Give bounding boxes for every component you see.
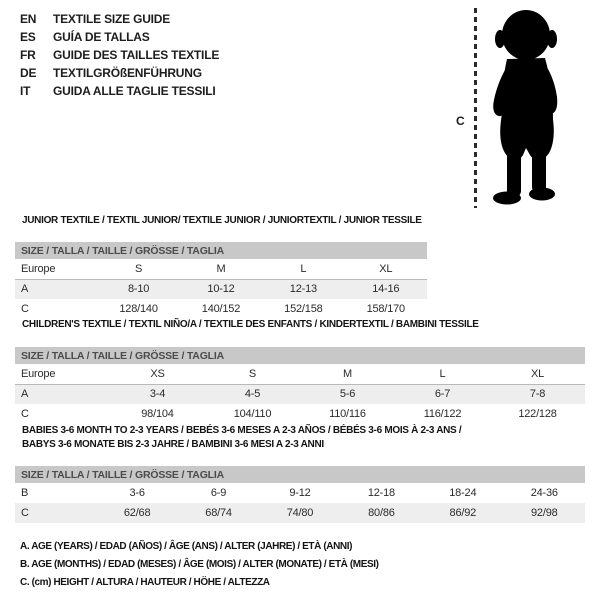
legend-note-b: B. AGE (MONTHS) / EDAD (MESES) / ÂGE (MOIS) / ALTER (MONATE) / ETÀ (MESI)	[20, 559, 379, 570]
table-header-bar	[15, 347, 585, 364]
size-cell: 24-36	[530, 487, 558, 499]
size-cell: S	[205, 364, 300, 384]
table-row-europe	[15, 364, 585, 384]
table-row-c	[15, 503, 585, 523]
row-label: B	[21, 487, 29, 499]
row-label: A	[15, 279, 97, 299]
size-section-1	[15, 214, 427, 319]
row-label: Europe	[15, 364, 110, 384]
language-row-en	[20, 10, 219, 28]
size-cell: XL	[345, 259, 427, 279]
language-title-list	[20, 10, 219, 100]
section-title	[22, 214, 427, 228]
size-cell: 8-10	[97, 279, 179, 299]
size-section-3	[15, 424, 585, 523]
size-cell: 10-12	[180, 279, 262, 299]
size-cell: 92/98	[504, 503, 585, 523]
section-title-line: CHILDREN'S TEXTILE / TEXTIL NIÑO/A / TEXTILE DES ENFANTS / KINDERTEXTIL / BAMBINI TESSILE	[22, 319, 479, 330]
size-cell: 18-24	[449, 487, 477, 499]
legend-note-a: A. AGE (YEARS) / EDAD (AÑOS) / ÂGE (ANS) / ALTER (JAHRE) / ETÀ (ANNI)	[20, 541, 353, 552]
size-cell: 9-12	[289, 487, 311, 499]
language-guide-title: GUIDE DES TAILLES TEXTILE	[53, 48, 220, 62]
row-label: C	[21, 303, 29, 315]
size-cell: 158/170	[366, 303, 405, 315]
size-cell: 74/80	[259, 503, 340, 523]
size-cell: 14-16	[345, 279, 427, 299]
size-cell: S	[97, 259, 179, 279]
language-code: EN	[20, 12, 37, 26]
section-title-line: BABYS 3-6 MONATE BIS 2-3 JAHRE / BAMBINI 3-6 MESI A 2-3 ANNI	[22, 439, 324, 450]
size-cell: 122/128	[518, 408, 557, 420]
table-row-c	[15, 404, 585, 424]
size-cell: 68/74	[178, 503, 259, 523]
table-header-bar	[15, 242, 427, 259]
language-code: FR	[20, 48, 36, 62]
size-cell: 98/104	[141, 408, 174, 420]
table-row-b	[15, 483, 585, 503]
size-cell: 4-5	[205, 384, 300, 404]
table-row-c	[15, 299, 427, 319]
size-cell: XS	[110, 364, 205, 384]
size-cell: M	[180, 259, 262, 279]
row-label: A	[15, 384, 110, 404]
size-cell: 104/110	[233, 408, 272, 420]
language-row-fr	[20, 46, 219, 64]
row-label: C	[15, 503, 96, 523]
size-table	[15, 242, 427, 319]
size-cell: 12-18	[367, 487, 395, 499]
height-measure-dashed-line	[474, 8, 477, 208]
size-cell: M	[300, 364, 395, 384]
language-row-es	[20, 28, 219, 46]
language-code: DE	[20, 66, 37, 80]
size-cell: 12-13	[262, 279, 344, 299]
size-cell: XL	[490, 364, 585, 384]
size-cell: 7-8	[490, 384, 585, 404]
size-cell: 3-6	[129, 487, 145, 499]
size-section-2	[15, 318, 585, 424]
size-cell: L	[262, 259, 344, 279]
size-cell: 80/86	[341, 503, 422, 523]
table-row-a	[15, 384, 585, 404]
size-cell: L	[395, 364, 490, 384]
table-row-europe	[15, 259, 427, 279]
section-title	[22, 424, 585, 452]
section-title	[22, 318, 585, 332]
language-row-de	[20, 64, 219, 82]
size-cell: 6-9	[210, 487, 227, 499]
size-cell: 110/116	[329, 408, 366, 420]
language-row-it	[20, 82, 219, 100]
size-cell: 3-4	[110, 384, 205, 404]
table-header-bar-label: SIZE / TALLA / TAILLE / GRÖSSE / TAGLIA	[15, 347, 585, 364]
table-row-a	[15, 279, 427, 299]
size-cell: 86/92	[422, 503, 503, 523]
size-cell: 62/68	[96, 503, 177, 523]
row-label: C	[21, 408, 29, 420]
size-cell: 5-6	[300, 384, 395, 404]
size-table	[15, 466, 585, 523]
section-title-line: BABIES 3-6 MONTH TO 2-3 YEARS / BEBÉS 3-6 MESES A 2-3 AÑOS / BÉBÉS 3-6 MOIS À 2-3 ANS /	[22, 425, 462, 436]
language-guide-title: GUIDA ALLE TAGLIE TESSILI	[53, 84, 216, 98]
height-label-c: C	[456, 114, 465, 128]
baby-silhouette-icon	[481, 9, 573, 205]
language-guide-title: TEXTILE SIZE GUIDE	[53, 12, 171, 26]
legend-notes	[20, 538, 379, 592]
size-table	[15, 347, 585, 424]
language-code: IT	[20, 84, 31, 98]
section-title-line: JUNIOR TEXTILE / TEXTIL JUNIOR/ TEXTILE JUNIOR / JUNIORTEXTIL / JUNIOR TESSILE	[22, 215, 422, 226]
baby-height-figure	[450, 6, 595, 212]
table-header-bar	[15, 466, 585, 483]
language-guide-title: TEXTILGRÖßENFÜHRUNG	[53, 66, 202, 80]
legend-note-c: C. (cm) HEIGHT / ALTURA / HAUTEUR / HÖHE / ALTEZZA	[20, 577, 270, 588]
size-cell: 128/140	[119, 303, 158, 315]
row-label: Europe	[15, 259, 97, 279]
size-cell: 6-7	[395, 384, 490, 404]
table-header-bar-label: SIZE / TALLA / TAILLE / GRÖSSE / TAGLIA	[15, 466, 585, 483]
size-cell: 140/152	[201, 303, 241, 315]
table-header-bar-label: SIZE / TALLA / TAILLE / GRÖSSE / TAGLIA	[15, 242, 427, 259]
size-cell: 152/158	[284, 303, 323, 315]
language-code: ES	[20, 30, 36, 44]
language-guide-title: GUÍA DE TALLAS	[53, 30, 150, 44]
size-cell: 116/122	[423, 408, 462, 420]
